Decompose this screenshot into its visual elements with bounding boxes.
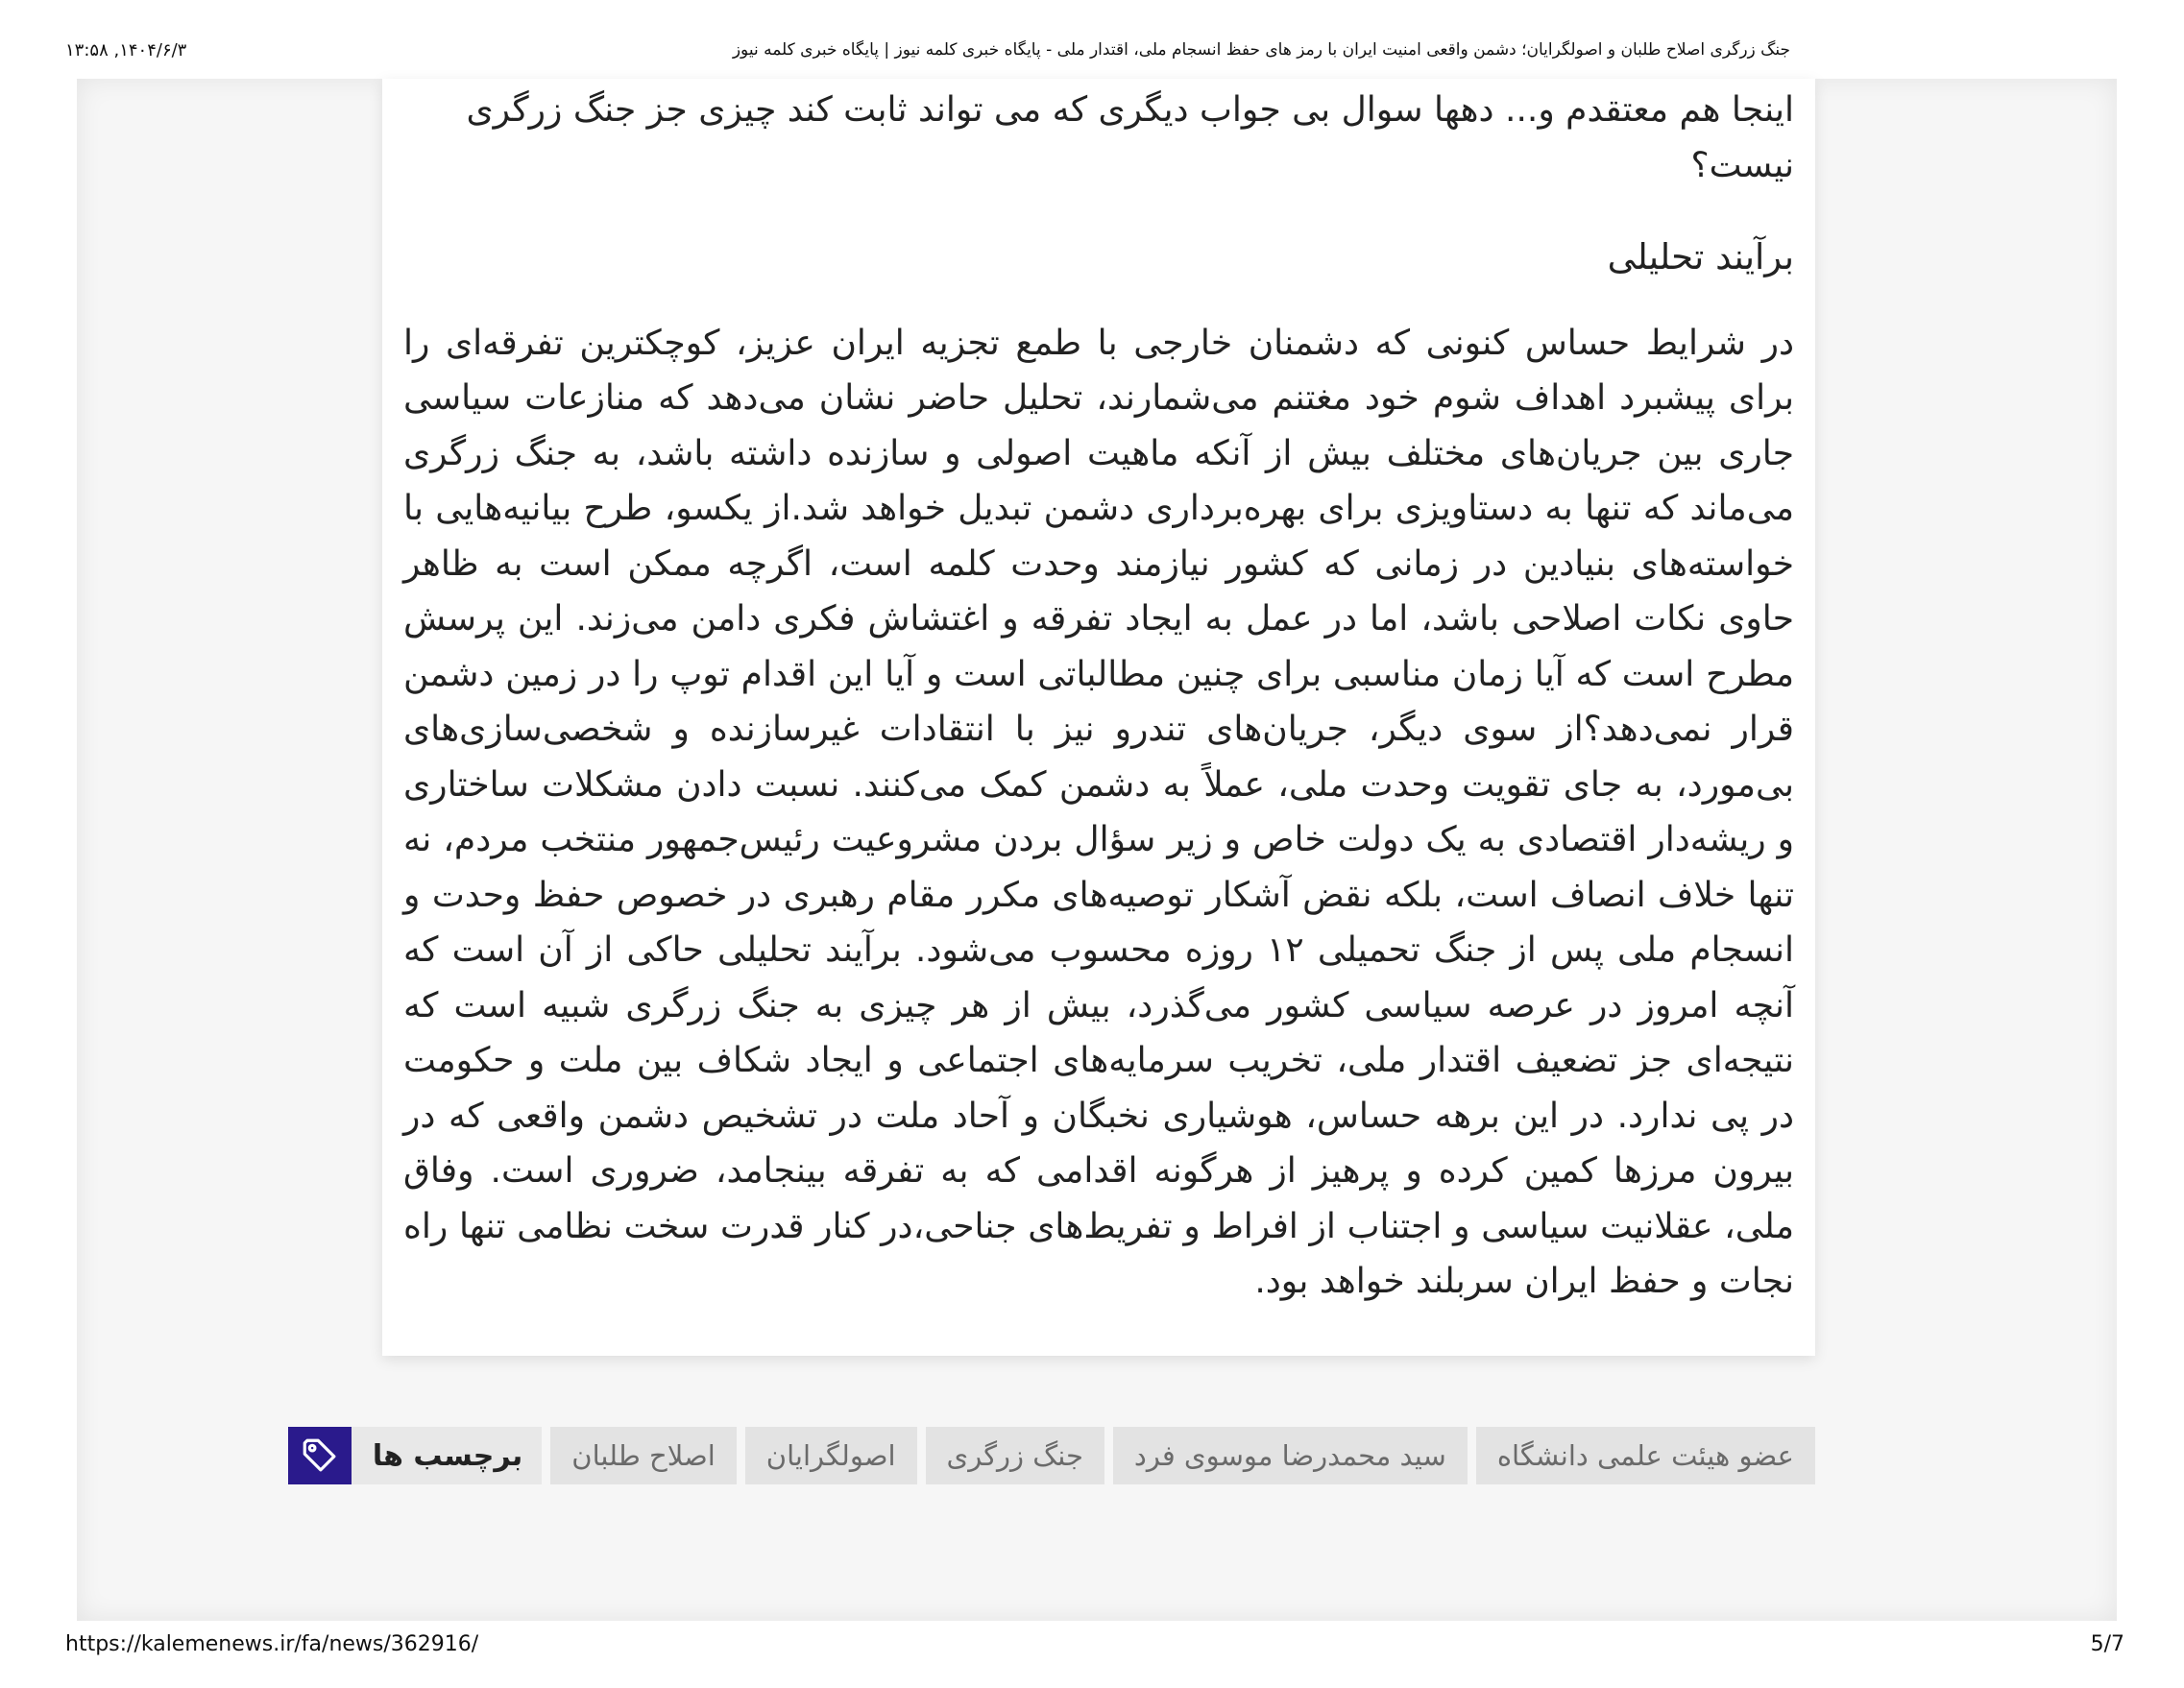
intro-paragraph: اینجا هم معتقدم و... دهها سوال بی جواب دیگری که می تواند ثابت کند چیزی جز جنگ زرگری نیست؟ xyxy=(466,90,1794,185)
tag-icon xyxy=(300,1435,340,1476)
tag-link-mock-war[interactable]: جنگ زرگری xyxy=(926,1427,1104,1484)
article-content xyxy=(403,79,1794,1310)
tag-icon-box xyxy=(288,1427,352,1484)
analysis-paragraph: در شرایط حساس کنونی که دشمنان خارجی با طمع تجزیه ایران عزیز، کوچکترین تفرقه‌ای را برای پیشبرد اهداف شوم خود مغتنم می‌شمارند، تحلیل حاضر نشان می‌دهد که منازعات سیاسی جاری بین جریان‌های مختلف بیش از آنکه ماهیت اصولی و سازنده داشته باشد، به جنگ زرگری می‌ماند که تنها به دستاویزی برای بهره‌برداری دشمن تبدیل خواهد شد.از یکسو، طرح بیانیه‌هایی با خواسته‌های بنیادین در زمانی که کشور نیازمند وحدت کلمه است، اگرچه ممکن است به ظاهر حاوی نکات اصلاحی باشد، اما در عمل به ایجاد تفرقه و اغتشاش فکری دامن می‌زند. این پرسش مطرح است که آیا زمان مناسبی برای چنین مطالباتی است و آیا این اقدام توپ را در زمین دشمن قرار نمی‌دهد؟از سوی دیگر، جریان‌های تندرو نیز با انتقادات غیرسازنده و شخصی‌سازی‌های بی‌مورد، به جای تقویت وحدت ملی، عملاً به دشمن کمک می‌کنند. نسبت دادن مشکلات ساختاری و ریشه‌دار اقتصادی به یک دولت خاص و زیر سؤال بردن مشروعیت رئیس‌جمهور منتخب مردم، نه تنها خلاف انصاف است، بلکه نقض آشکار توصیه‌های مکرر مقام رهبری در خصوص حفظ وحدت و انسجام ملی پس از جنگ تحمیلی ۱۲ روزه محسوب می‌شود. برآیند تحلیلی حاکی از آن است که آنچه امروز در عرصه سیاسی کشور می‌گذرد، بیش از هر چیزی به جنگ زرگری شبیه است که نتیجه‌ای جز تضعیف اقتدار ملی، تخریب سرمایه‌های اجتماعی و ایجاد شکاف بین ملت و حکومت در پی ندارد. در این برهه حساس، هوشیاری نخبگان و آحاد ملت در تشخیص دشمن واقعی که در بیرون مرزها کمین کرده و پرهیز از هرگونه اقدامی که به تفرقه بینجامد، ضروری است. وفاق ملی، عقلانیت سیاسی و اجتناب از افراط و تفریط‌های جناحی،در کنار قدرت سخت نظامی تنها راه نجات و حفظ ایران سربلند خواهد بود. xyxy=(403,323,1795,1301)
print-date: ۱۴۰۴/۶/۳, ۱۳:۵۸ xyxy=(65,40,187,60)
article-body xyxy=(382,79,1815,1356)
tags-bar xyxy=(279,1427,1815,1484)
print-footer-page-number: 5/7 xyxy=(2090,1632,2124,1656)
section-heading: برآیند تحلیلی xyxy=(1607,236,1794,277)
print-page-title: جنگ زرگری اصلاح طلبان و اصولگرایان؛ دشمن واقعی امنیت ایران با رمز های حفظ انسجام ملی، اقتدار ملی - پایگاه خبری کلمه نیوز | پایگاه خبری کلمه نیوز xyxy=(732,40,1790,60)
tag-link-principlists[interactable]: اصولگرایان xyxy=(745,1427,917,1484)
tag-link-faculty-member[interactable]: عضو هیئت علمی دانشگاه xyxy=(1476,1427,1815,1484)
print-footer-url: https://kalemenews.ir/fa/news/362916/ xyxy=(65,1632,479,1656)
tag-link-reformists[interactable]: اصلاح طلبان xyxy=(550,1427,737,1484)
tags-label xyxy=(288,1427,542,1484)
tag-link-author[interactable]: سید محمدرضا موسوی فرد xyxy=(1113,1427,1468,1484)
tags-label-text: برچسب ها xyxy=(372,1438,523,1473)
print-header xyxy=(65,40,1790,69)
